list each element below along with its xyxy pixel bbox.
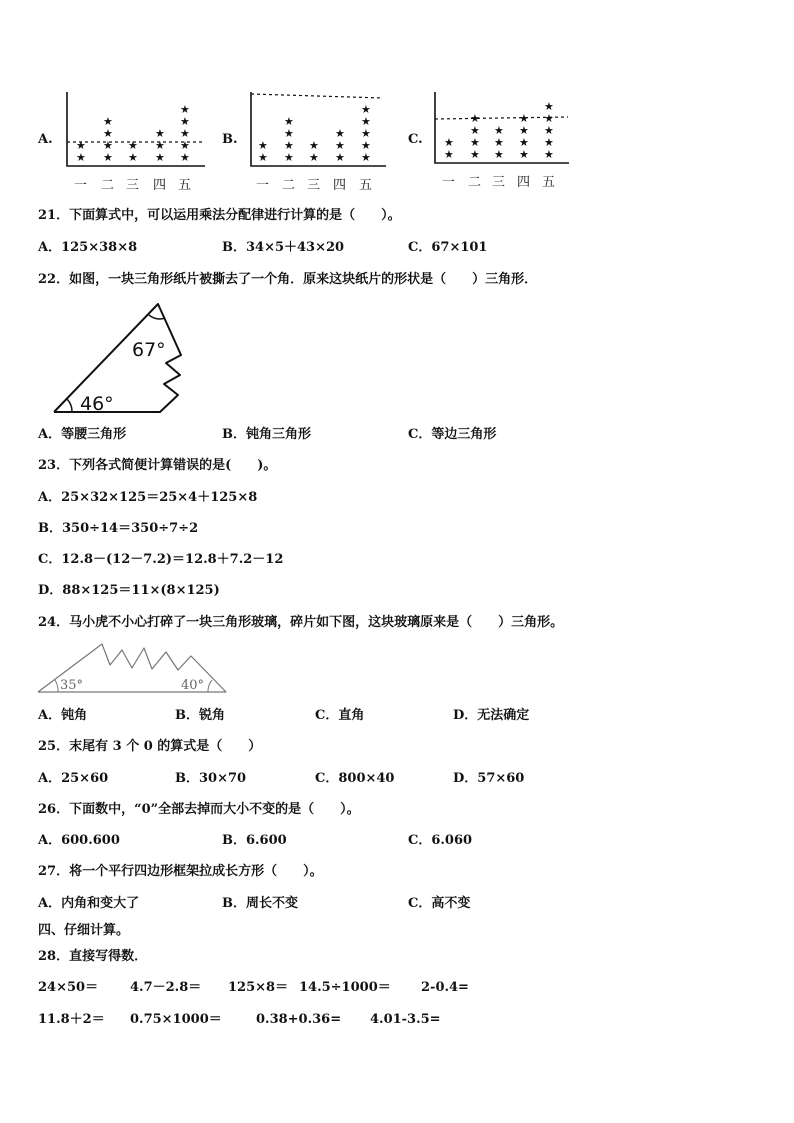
star-mark: ★	[335, 127, 345, 140]
star-mark: ★	[284, 151, 294, 164]
star-mark: ★	[494, 136, 504, 149]
star-mark: ★	[470, 136, 480, 149]
q23-option-d: D．88×125＝11×(8×125)	[38, 583, 220, 598]
chart-axes	[0, 0, 794, 200]
q22-stem: 22．如图，一块三角形纸片被撕去了一个角．原来这块纸片的形状是（ ）三角形．	[38, 272, 538, 287]
chart-x-label: 一	[442, 175, 456, 190]
star-mark: ★	[258, 151, 268, 164]
star-mark: ★	[544, 100, 554, 113]
chart-x-label: 四	[153, 178, 167, 193]
q28-r2-c2: 0.75×1000＝	[130, 1012, 222, 1027]
q28-r1-c3: 125×8＝	[228, 980, 289, 995]
star-mark: ★	[155, 139, 165, 152]
section-4-heading: 四、仔细计算。	[38, 923, 130, 938]
q22-option-b: B．钝角三角形	[222, 427, 311, 442]
angle-67-label: 67°	[132, 339, 166, 361]
q26-option-c: C．6.060	[408, 833, 473, 848]
chart-x-label: 四	[333, 178, 347, 193]
star-mark: ★	[519, 148, 529, 161]
chart-x-label: 一	[256, 178, 270, 193]
star-mark: ★	[180, 151, 190, 164]
star-mark: ★	[155, 151, 165, 164]
q25-option-b: B．30×70	[175, 771, 247, 786]
star-mark: ★	[76, 151, 86, 164]
q21-option-b: B．34×5＋43×20	[222, 240, 345, 255]
star-mark: ★	[155, 127, 165, 140]
q27-stem: 27．将一个平行四边形框架拉成长方形（ ）。	[38, 864, 323, 879]
chart-x-label: 二	[468, 175, 482, 190]
star-mark: ★	[309, 151, 319, 164]
q21-option-a: A．125×38×8	[38, 240, 138, 255]
star-mark: ★	[103, 151, 113, 164]
star-mark: ★	[470, 124, 480, 137]
q28-r1-c5: 2-0.4=	[421, 980, 469, 995]
star-mark: ★	[309, 139, 319, 152]
q24-option-c: C．直角	[315, 708, 365, 723]
star-mark: ★	[361, 115, 371, 128]
star-mark: ★	[544, 136, 554, 149]
star-mark: ★	[335, 139, 345, 152]
star-mark: ★	[494, 148, 504, 161]
star-mark: ★	[361, 103, 371, 116]
q23-option-b: B．350÷14＝350÷7÷2	[38, 521, 199, 536]
chart-x-label: 三	[492, 175, 506, 190]
chart-x-label: 二	[282, 178, 296, 193]
star-mark: ★	[284, 127, 294, 140]
star-mark: ★	[103, 115, 113, 128]
star-mark: ★	[361, 139, 371, 152]
q28-r2-c4: 4.01-3.5=	[370, 1012, 441, 1027]
star-mark: ★	[76, 139, 86, 152]
q27-option-c: C．高不变	[408, 896, 471, 911]
chart-x-label: 二	[101, 178, 115, 193]
q25-option-d: D．57×60	[453, 771, 525, 786]
q24-option-d: D．无法确定	[453, 708, 530, 723]
q27-option-a: A．内角和变大了	[38, 896, 140, 911]
torn-triangle-figure	[50, 300, 190, 416]
star-mark: ★	[361, 127, 371, 140]
star-mark: ★	[470, 148, 480, 161]
q26-option-b: B．6.600	[222, 833, 287, 848]
chart-x-label: 三	[307, 178, 321, 193]
star-mark: ★	[180, 115, 190, 128]
star-mark: ★	[519, 136, 529, 149]
star-mark: ★	[180, 139, 190, 152]
q28-r2-c1: 11.8＋2＝	[38, 1012, 105, 1027]
star-mark: ★	[361, 151, 371, 164]
chart-x-label: 五	[542, 175, 556, 190]
chart-x-label: 五	[359, 178, 373, 193]
q28-r1-c4: 14.5÷1000＝	[299, 980, 391, 995]
q21-option-c: C．67×101	[408, 240, 488, 255]
q22-option-a: A．等腰三角形	[38, 427, 127, 442]
angle-46-label: 46°	[80, 393, 114, 415]
star-mark: ★	[519, 112, 529, 125]
q24-option-b: B．锐角	[175, 708, 225, 723]
q24-stem: 24．马小虎不小心打碎了一块三角形玻璃，碎片如下图，这块玻璃原来是（ ）三角形。	[38, 615, 564, 630]
star-mark: ★	[258, 139, 268, 152]
q26-option-a: A．600.600	[38, 833, 120, 848]
star-mark: ★	[335, 151, 345, 164]
q28-stem: 28．直接写得数．	[38, 949, 148, 964]
q26-stem: 26．下面数中，“0”全部去掉而大小不变的是（ ）。	[38, 802, 360, 817]
q22-option-c: C．等边三角形	[408, 427, 497, 442]
star-mark: ★	[103, 127, 113, 140]
q23-stem: 23．下列各式简便计算错误的是( )。	[38, 458, 277, 473]
star-mark: ★	[544, 124, 554, 137]
chart-x-label: 四	[517, 175, 531, 190]
star-mark: ★	[128, 151, 138, 164]
angle-40-label: 40°	[181, 678, 205, 693]
star-mark: ★	[284, 139, 294, 152]
star-mark: ★	[494, 124, 504, 137]
chart-option-label: B.	[222, 132, 238, 147]
chart-x-label: 一	[74, 178, 88, 193]
q23-option-c: C．12.8－(12－7.2)＝12.8＋7.2－12	[38, 552, 284, 567]
star-mark: ★	[128, 139, 138, 152]
chart-option-label: C.	[408, 132, 423, 147]
star-mark: ★	[444, 136, 454, 149]
q28-r2-c3: 0.38+0.36=	[256, 1012, 342, 1027]
q21-stem: 21．下面算式中，可以运用乘法分配律进行计算的是（ ）。	[38, 208, 401, 223]
angle-35-label: 35°	[60, 678, 84, 693]
star-mark: ★	[103, 139, 113, 152]
star-mark: ★	[180, 127, 190, 140]
q25-stem: 25．末尾有 3 个 0 的算式是（ ）	[38, 739, 262, 754]
q24-option-a: A．钝角	[38, 708, 88, 723]
chart-x-label: 三	[126, 178, 140, 193]
star-mark: ★	[470, 112, 480, 125]
q25-option-c: C．800×40	[315, 771, 395, 786]
star-mark: ★	[519, 124, 529, 137]
star-mark: ★	[284, 115, 294, 128]
chart-option-label: A.	[38, 132, 53, 147]
q27-option-b: B．周长不变	[222, 896, 298, 911]
star-mark: ★	[544, 148, 554, 161]
chart-x-label: 五	[178, 178, 192, 193]
q28-r1-c1: 24×50＝	[38, 980, 99, 995]
star-mark: ★	[180, 103, 190, 116]
star-mark: ★	[444, 148, 454, 161]
q28-r1-c2: 4.7－2.8＝	[130, 980, 202, 995]
q25-option-a: A．25×60	[38, 771, 109, 786]
star-mark: ★	[544, 112, 554, 125]
q23-option-a: A．25×32×125＝25×4＋125×8	[38, 490, 258, 505]
